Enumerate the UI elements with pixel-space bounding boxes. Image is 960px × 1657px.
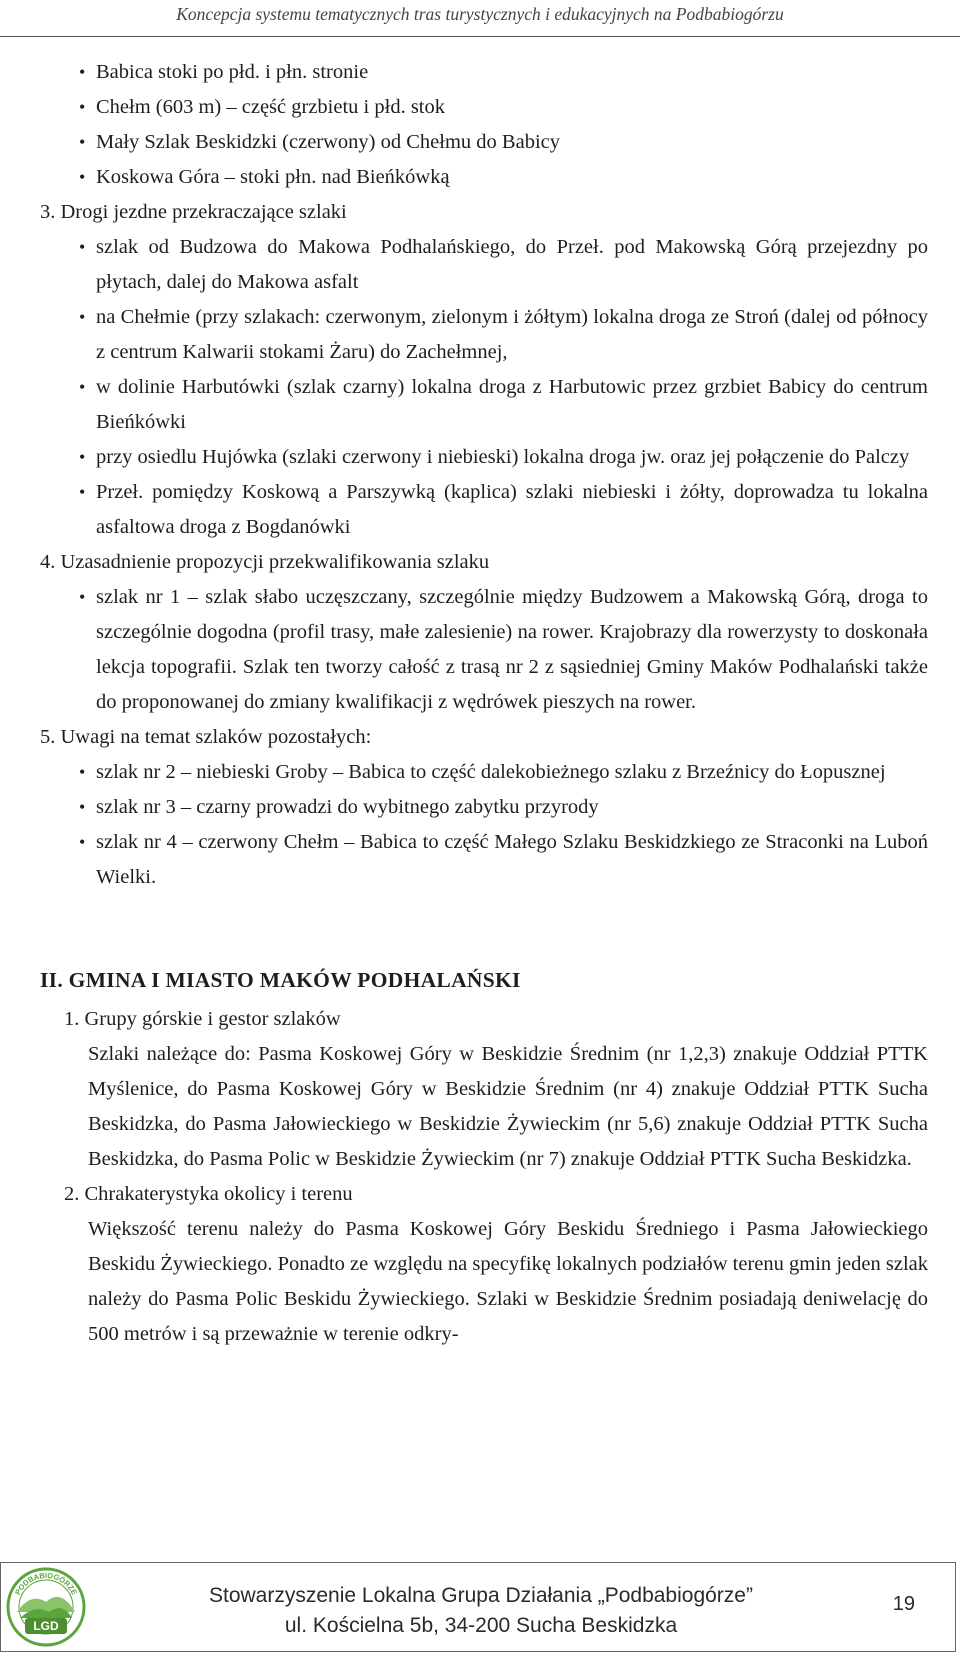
page-footer <box>0 1562 956 1652</box>
running-header <box>0 0 960 37</box>
paragraph: Większość terenu należy do Pasma Koskowej Góry Beskidu Średniego i Pasma Jałowieckiego Beskidu Żywieckiego. Ponadto ze względu na specyfikę lokalnych podziałów terenu gmin jeden szlak należy do Pasma Polic Beskidu Żywieckiego. Szlaki w Beskidzie Średnim posiadają deniwelację do 500 metrów i są przeważnie w terenie odkry- <box>88 1218 928 1345</box>
list-item: • Chełm (603 m) – część grzbietu i płd. stok <box>40 90 928 125</box>
item-heading: 2. Chrakaterystyka okolicy i terenu <box>64 1183 353 1205</box>
footer-line-2: ul. Kościelna 5b, 34-200 Sucha Beskidzka <box>284 1614 678 1637</box>
page-number: 19 <box>892 1593 915 1615</box>
list-item: • szlak od Budzowa do Makowa Podhalańskiego, do Przeł. pod Makowską Górą przejezdny po płytach, dalej do Makowa asfalt <box>40 230 928 300</box>
item-4-heading: 4. Uzasadnienie propozycji przekwalifikowania szlaku <box>40 551 490 573</box>
list-item: • na Chełmie (przy szlakach: czerwonym, zielonym i żółtym) lokalna droga ze Stroń (dalej od północy z centrum Kalwarii stokami Żaru) do Zachełmnej, <box>40 300 928 370</box>
lgd-logo <box>5 1566 87 1648</box>
list-item: • Koskowa Góra – stoki płn. nad Bieńkówką <box>40 160 928 195</box>
list-item: • Przeł. pomiędzy Koskową a Parszywką (kaplica) szlaki niebieski i żółty, doprowadza tu lokalna asfaltowa droga z Bogdanówki <box>40 475 928 545</box>
list-item: • Babica stoki po płd. i płn. stronie <box>40 55 928 90</box>
logo-lettering: LGD <box>33 1619 59 1633</box>
list-item: • przy osiedlu Hujówka (szlaki czerwony i niebieski) lokalna droga jw. oraz jej połączenie do Palczy <box>40 440 928 475</box>
item-3-bullet-list <box>40 230 928 545</box>
section-2-item-2 <box>40 1177 928 1352</box>
list-item: • Mały Szlak Beskidzki (czerwony) od Chełmu do Babicy <box>40 125 928 160</box>
list-item: • szlak nr 1 – szlak słabo uczęszczany, szczególnie między Budzowem a Makowską Górą, droga to szczególnie dogodna (profil trasy, małe zalesienie) na rower. Krajobrazy dla rowerzysty to doskonała lekcja topografii. Szlak ten tworzy całość z trasą nr 2 z sąsiedniej Gminy Maków Podhalański także do proponowanej do zmiany kwalifikacji z wędrówek pieszych na rower. <box>40 580 928 720</box>
footer-address <box>161 1581 801 1641</box>
item-5-heading: 5. Uwagi na temat szlaków pozostałych: <box>40 726 372 748</box>
item-heading: 1. Grupy górskie i gestor szlaków <box>64 1008 341 1030</box>
list-item: • szlak nr 2 – niebieski Groby – Babica to część dalekobieżnego szlaku z Brzeźnicy do Łopusznej <box>40 755 928 790</box>
paragraph: Szlaki należące do: Pasma Koskowej Góry w Beskidzie Średnim (nr 1,2,3) znakuje Oddział PTTK Myślenice, do Pasma Koskowej Góry w Beskidzie Średnim (nr 4) znakuje Oddział PTTK Sucha Beskidzka, do Pasma Jałowieckiego w Beskidzie Żywieckim (nr 5,6) znakuje Oddział PTTK Sucha Beskidzka, do Pasma Polic w Beskidzie Żywieckim (nr 7) znakuje Oddział PTTK Sucha Beskidzka. <box>88 1043 928 1170</box>
footer-line-1: Stowarzyszenie Lokalna Grupa Działania „Podbabiogórze” <box>209 1584 753 1607</box>
list-item: • w dolinie Harbutówki (szlak czarny) lokalna droga z Harbutowic przez grzbiet Babicy do centrum Bieńkówki <box>40 370 928 440</box>
header-title: Koncepcja systemu tematycznych tras turystycznych i edukacyjnych na Podbabiogórzu <box>176 4 784 24</box>
logo-arc-text: PODBABIOGÓRZE <box>13 1570 79 1597</box>
item-3-heading: 3. Drogi jezdne przekraczające szlaki <box>40 201 347 223</box>
top-bullet-list <box>40 55 928 195</box>
section-2-item-1 <box>40 1002 928 1177</box>
item-5-bullet-list <box>40 755 928 895</box>
list-item: • szlak nr 4 – czerwony Chełm – Babica to część Małego Szlaku Beskidzkiego ze Straconki na Luboń Wielki. <box>40 825 928 895</box>
page-body <box>40 55 928 1352</box>
section-title: II. GMINA I MIASTO MAKÓW PODHALAŃSKI <box>40 968 521 992</box>
list-item: • szlak nr 3 – czarny prowadzi do wybitnego zabytku przyrody <box>40 790 928 825</box>
item-4-bullet-list <box>40 580 928 720</box>
